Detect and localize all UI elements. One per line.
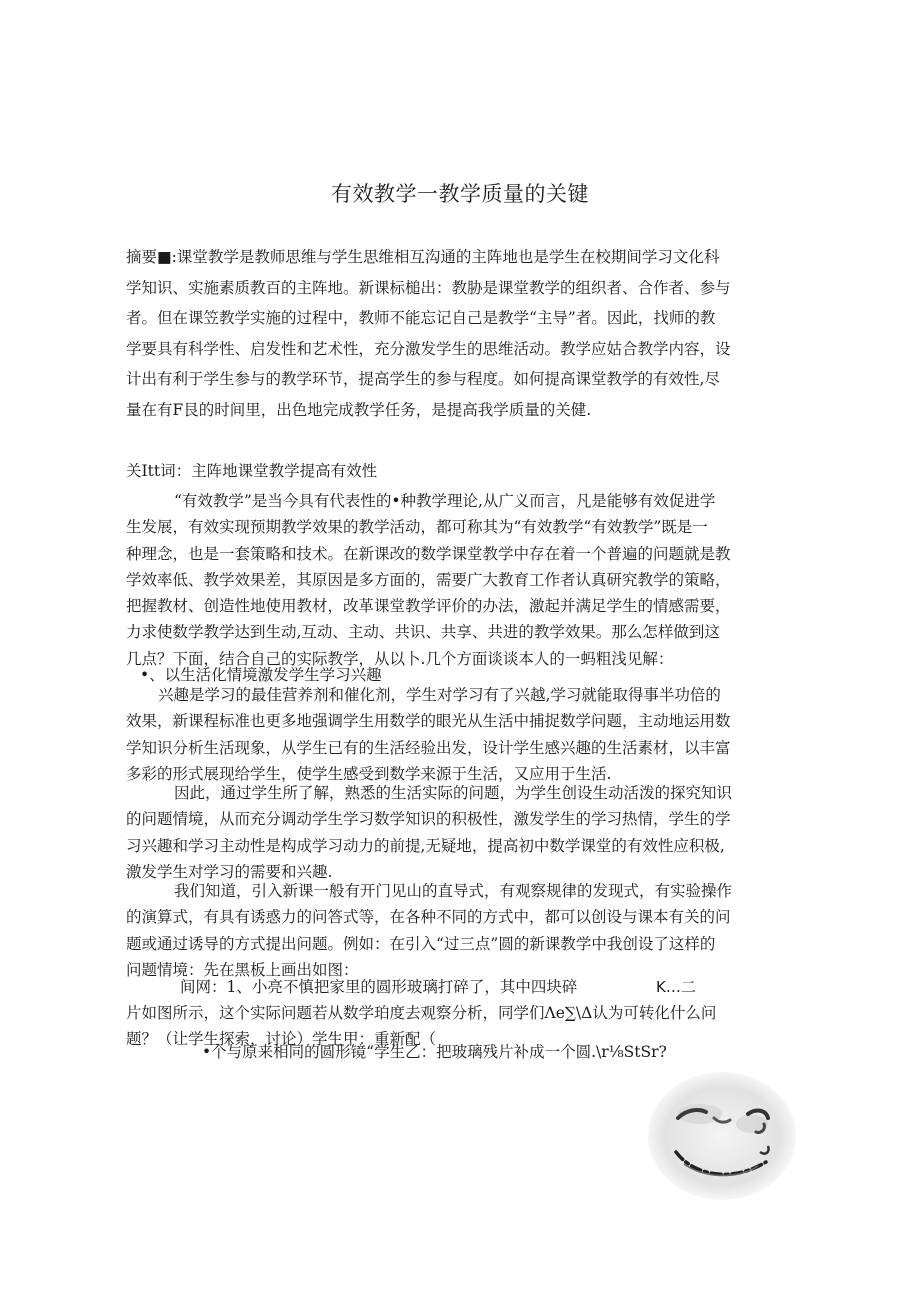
paragraph-line: 几点？下面，结合自己的实际教学，从以卜.几个方面谈谈本人的一蚂粗浅见解： [126,649,674,668]
paragraph-line: 我们知道，引入新课一般有开门见山的直导式，有观察规律的发现式，有实验操作 [174,882,733,900]
intro-paragraph [126,488,794,672]
paragraph-line: 题或通过诱导的方式提出问题。例如：在引入“过三点”圆的新课教学中我创设了这样的 [126,934,716,953]
paragraph-line: 题？（让学生探索，讨论）学生甲：重新配（ [126,1030,437,1048]
paragraph-line: 激发学生对学习的需要和兴趣. [126,862,333,881]
paragraph-line: 把握教材、创造性地使用教材，改革课堂教学评价的办法，激起并满足学生的情感需要， [126,597,731,616]
section-heading-text: •、以生活化情境激发学生学习兴趣 [140,666,382,684]
paragraph-line: 生发展，有效实现预期教学效果的教学活动，都可称其为“有效教学“有效教学”既是一 [126,518,708,537]
abstract-line: 摘要■:课堂教学是教师思维与学生思维相互沟通的主阵地也是学生在校期间学习文化科 [126,248,720,266]
paragraph-line: 兴趣是学习的最佳营养剂和催化剂，学生对学习有了兴越,学习就能取得事半功倍的 [158,686,721,704]
broken-glass-icon [640,1066,800,1206]
figure-label: K…二 [656,978,696,996]
keywords-line [126,457,794,485]
intro-methods-paragraph [126,878,794,983]
paragraph-line: 习兴趣和学习主动性是构成学习动力的前提,无疑地，提高初中数学课堂的有效性应积极, [126,836,725,855]
paragraph-line: “有效教学”是当今具有代表性的•种教学理论,从广义而言，凡是能够有效促进学 [174,492,716,510]
abstract-line: 学要具有科学性、启发性和艺术性，充分激发学生的思维活动。教学应姑合教学内容，设 [126,339,731,358]
keywords-text: 关Itt词：主阵地课堂教学提高有效性 [126,462,378,480]
paragraph-line: 间网：1、小亮不慎把家里的圆形玻璃打碎了，其中四块碎 [180,978,578,996]
paragraph-line: 学知识分析生活现象，从学生已有的生活经验出发，设计学生感兴趣的生活素材，以丰富 [126,738,731,757]
abstract-paragraph [126,242,794,425]
paragraph-line: •个与原来相同的圆形镜“学生乙：把玻璃残片补成一个圆.\r⅛StSr? [202,1043,667,1061]
abstract-line: 者。但在课笠教学实施的过程中，教师不能忘记自己是教学“主导”者。因此，找师的教 [126,309,716,327]
paragraph-line: 片如图所示，这个实际问题若从数学珀度去观察分析，同学们Λe∑\Δ认为可转化什么问 [126,1004,717,1022]
page-title: 有效教学一教学质量的关键 [331,182,589,206]
paragraph-line: 因此，通过学生所了解，熟悉的生活实际的问题，为学生创设生动活泼的探究知识 [174,784,733,802]
paragraph-line: 的演算式，有具有诱惑力的问答式等，在各种不同的方式中，都可以创设与课本有关的问 [126,908,731,927]
paragraph-line: 的问题情境，从而充分调动学生学习数学知识的积极性，激发学生的学习热情，学生的学 [126,810,731,829]
paragraph-line: 种理念，也是一套策略和技术。在新课改的数学课堂教学中存在着一个普遍的问题就是教 [126,544,731,563]
abstract-line: 学知识、实施素质教百的主阵地。新课标槌出：教胁是课堂教学的组织者、合作者、参与 [126,278,731,297]
broken-glass-circle-figure [640,1066,800,1206]
paragraph-line: 多彩的形式展现给学生，使学生感受到数学来源于生活，又应用于生活. [126,764,612,783]
example-answer-line [126,1038,794,1066]
abstract-line: 计出有利于学生参与的教学环节，提高学生的参与程度。如何提高课堂教学的有效性,尽 [126,370,720,388]
situation-paragraph [126,780,794,885]
paragraph-line: 力求使数学教学达到生动,互动、主动、共识、共享、共进的教学效果。那么怎样做到这 [126,623,720,642]
interest-paragraph [126,682,794,787]
paragraph-line: 学效率低、教学效果差，其原因是多方面的，需要广大教育工作者认真研究教学的策略， [126,570,731,589]
paragraph-line: 问题情境：先在黑板上画出如图： [126,960,359,979]
abstract-line: 量在有F艮的时间里，出色地完成教学任务，是提高我学质量的关健. [126,400,592,419]
paragraph-line: 效果，新课程标准也更多地强调学生用数学的眼光从生活中捕捉数学问题，主动地运用数 [126,712,731,731]
